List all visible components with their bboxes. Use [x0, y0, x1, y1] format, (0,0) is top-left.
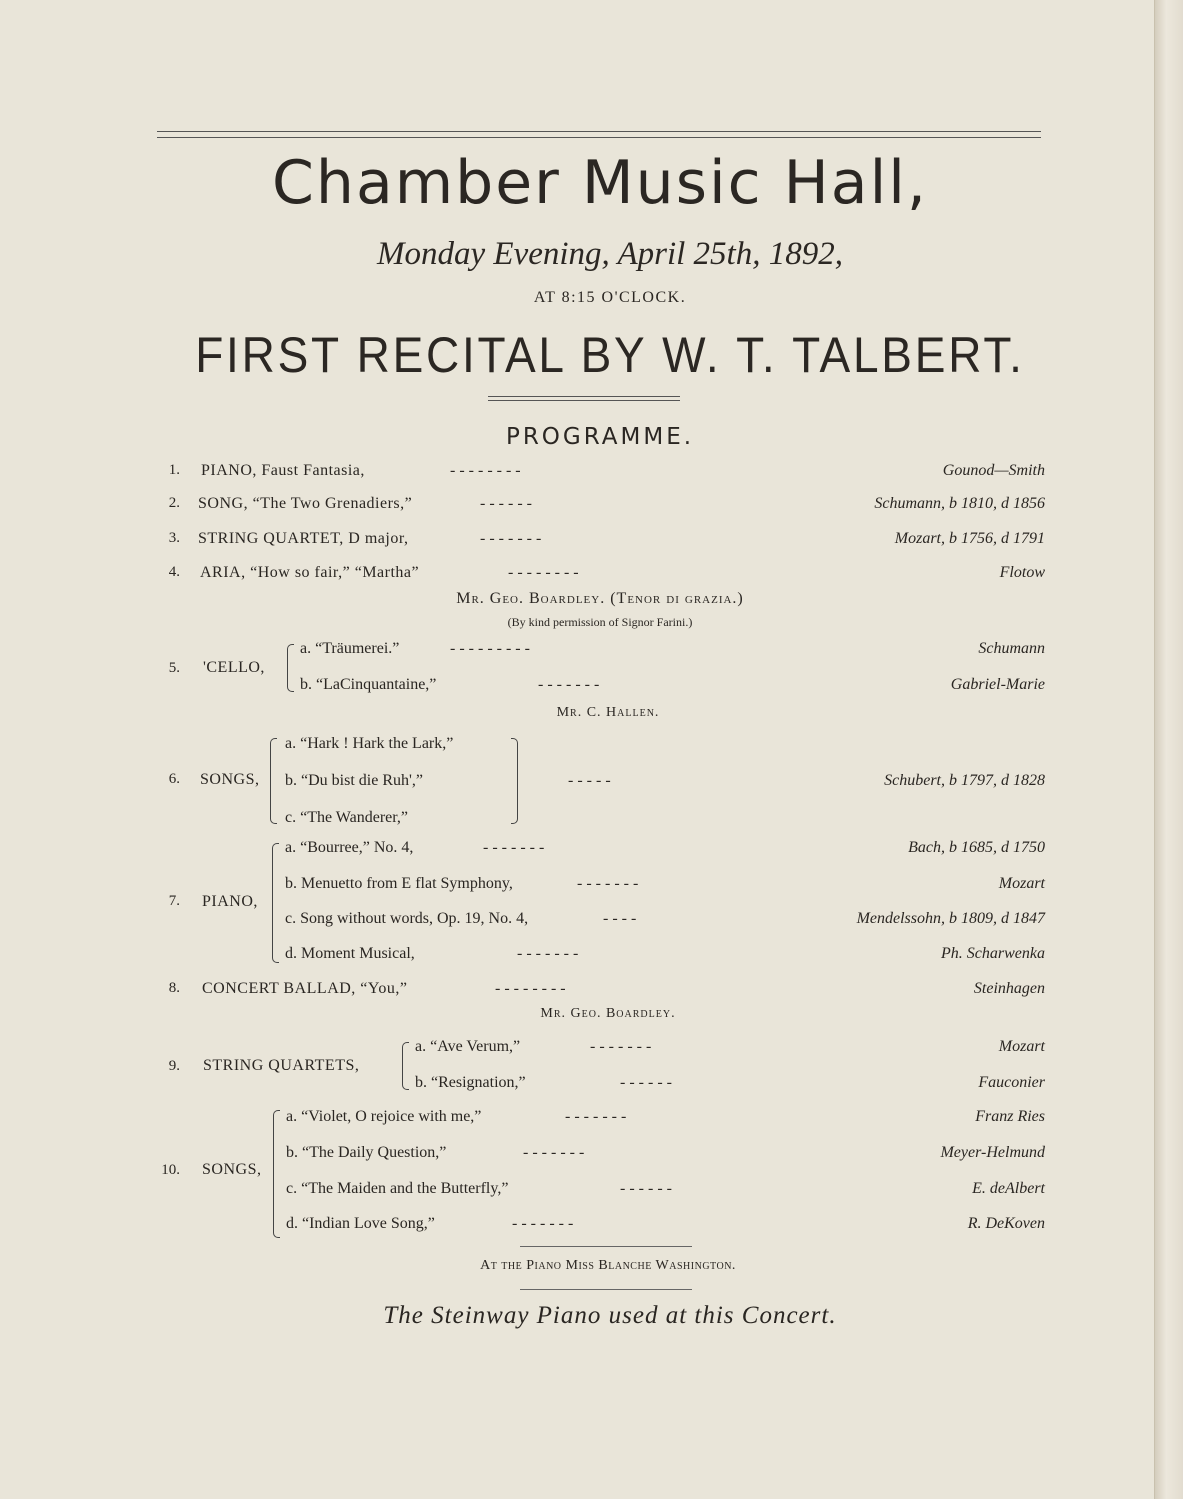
composer: Steinhagen	[973, 980, 1045, 997]
performer-hallen: Mr. C. Hallen.	[556, 705, 660, 720]
item-title: CONCERT BALLAD, “You,”	[202, 980, 408, 997]
venue-title: Chamber Music Hall,	[272, 148, 928, 218]
item-title: 'CELLO,	[203, 659, 265, 676]
leader-dots: - - - - - - - - -	[450, 640, 530, 657]
concert-time: AT 8:15 O'CLOCK.	[533, 289, 687, 306]
steinway-footer: The Steinway Piano used at this Concert.	[383, 1302, 837, 1329]
sub-item: d. “Indian Love Song,”	[286, 1215, 435, 1232]
leader-dots: - - - - - - -	[517, 945, 579, 962]
item-number: 4.	[168, 564, 180, 580]
leader-dots: - - - - - - -	[483, 839, 545, 856]
composer: Fauconier	[978, 1074, 1045, 1091]
composer: E. deAlbert	[972, 1180, 1045, 1197]
item-title: SONG, “The Two Grenadiers,”	[198, 495, 413, 512]
item-number: 3.	[168, 530, 180, 546]
item-title: STRING QUARTETS,	[203, 1057, 360, 1074]
leader-dots: - - - - - - - -	[508, 564, 579, 581]
left-brace	[272, 843, 279, 963]
item-number: 6.	[168, 771, 180, 787]
leader-dots: - - - - - - -	[565, 1108, 627, 1125]
permission-note: (By kind permission of Signor Farini.)	[507, 615, 693, 629]
item-title: PIANO,	[202, 893, 258, 910]
composer: Mendelssohn, b 1809, d 1847	[856, 910, 1045, 927]
leader-dots: - - - - - - - -	[495, 980, 566, 997]
composer: Schumann, b 1810, d 1856	[874, 495, 1045, 512]
item-number: 8.	[168, 980, 180, 996]
item-title: SONGS,	[202, 1161, 262, 1178]
composer: Mozart	[998, 1038, 1045, 1055]
item-number: 7.	[168, 893, 180, 909]
sub-item: a. “Violet, O rejoice with me,”	[286, 1108, 482, 1125]
composer: Gabriel-Marie	[950, 676, 1045, 693]
composer: R. DeKoven	[967, 1215, 1045, 1232]
leader-dots: - - - - - - -	[523, 1144, 585, 1161]
performer-boardley: Mr. Geo. Boardley. (Tenor di grazia.)	[456, 590, 744, 607]
sub-item: d. Moment Musical,	[285, 945, 415, 962]
programme-heading: PROGRAMME.	[505, 424, 695, 450]
item-title: SONGS,	[200, 771, 260, 788]
leader-dots: - - - - - - -	[480, 530, 542, 547]
leader-dots: - - - - - - -	[512, 1215, 574, 1232]
sub-item: b. Menuetto from E flat Symphony,	[285, 875, 513, 892]
left-brace	[287, 644, 294, 692]
sub-item: a. “Bourree,” No. 4,	[285, 839, 414, 856]
item-number: 10.	[161, 1162, 180, 1178]
composer: Meyer-Helmund	[940, 1144, 1045, 1161]
composer: Bach, b 1685, d 1750	[908, 839, 1045, 856]
leader-dots: - - - - - -	[480, 495, 532, 512]
sub-item: a. “Träumerei.”	[300, 640, 400, 657]
leader-dots: - - - - - -	[620, 1074, 672, 1091]
composer: Mozart	[998, 875, 1045, 892]
left-brace	[273, 1110, 280, 1238]
sub-item: c. Song without words, Op. 19, No. 4,	[285, 910, 529, 927]
left-brace	[270, 738, 277, 824]
piano-rule-bottom	[520, 1289, 692, 1290]
item-number: 1.	[168, 462, 180, 478]
composer: Franz Ries	[975, 1108, 1045, 1125]
performer-boardley-2: Mr. Geo. Boardley.	[540, 1006, 676, 1021]
concert-date: Monday Evening, April 25th, 1892,	[377, 236, 843, 272]
leader-dots: - - - - - - - -	[450, 462, 521, 479]
sub-item: c. “The Maiden and the Butterfly,”	[286, 1180, 509, 1197]
right-brace	[511, 738, 518, 824]
accompanist-note: At the Piano Miss Blanche Washington.	[480, 1258, 736, 1273]
sub-item: b. “The Daily Question,”	[286, 1144, 447, 1161]
item-title: STRING QUARTET, D major,	[198, 530, 409, 547]
sub-item: a. “Ave Verum,”	[415, 1038, 521, 1055]
item-number: 5.	[168, 660, 180, 676]
leader-dots: - - - -	[603, 910, 637, 927]
composer: Mozart, b 1756, d 1791	[894, 530, 1045, 547]
left-brace	[402, 1042, 409, 1090]
sub-item: b. “LaCinquantaine,”	[300, 676, 437, 693]
mid-double-rule	[488, 396, 680, 401]
sub-item: c. “The Wanderer,”	[285, 809, 409, 826]
leader-dots: - - - - - -	[620, 1180, 672, 1197]
composer: Schubert, b 1797, d 1828	[884, 772, 1045, 789]
composer: Gounod—Smith	[942, 462, 1045, 479]
sub-item: b. “Resignation,”	[415, 1074, 526, 1091]
leader-dots: - - - - -	[568, 772, 611, 789]
composer: Flotow	[999, 564, 1045, 581]
composer: Ph. Scharwenka	[941, 945, 1045, 962]
item-title: PIANO, Faust Fantasia,	[201, 462, 365, 479]
sub-item: a. “Hark ! Hark the Lark,”	[285, 735, 454, 752]
leader-dots: - - - - - - -	[577, 875, 639, 892]
leader-dots: - - - - - - -	[590, 1038, 652, 1055]
sub-item: b. “Du bist die Ruh',”	[285, 772, 423, 789]
item-number: 2.	[168, 495, 180, 511]
composer: Schumann	[978, 640, 1045, 657]
piano-rule-top	[520, 1246, 692, 1247]
top-double-rule	[157, 131, 1041, 138]
item-title: ARIA, “How so fair,” “Martha”	[200, 564, 420, 581]
recital-heading: FIRST RECITAL BY W. T. TALBERT.	[195, 327, 1025, 383]
leader-dots: - - - - - - -	[538, 676, 600, 693]
item-number: 9.	[168, 1058, 180, 1074]
page-edge	[1154, 0, 1183, 1499]
